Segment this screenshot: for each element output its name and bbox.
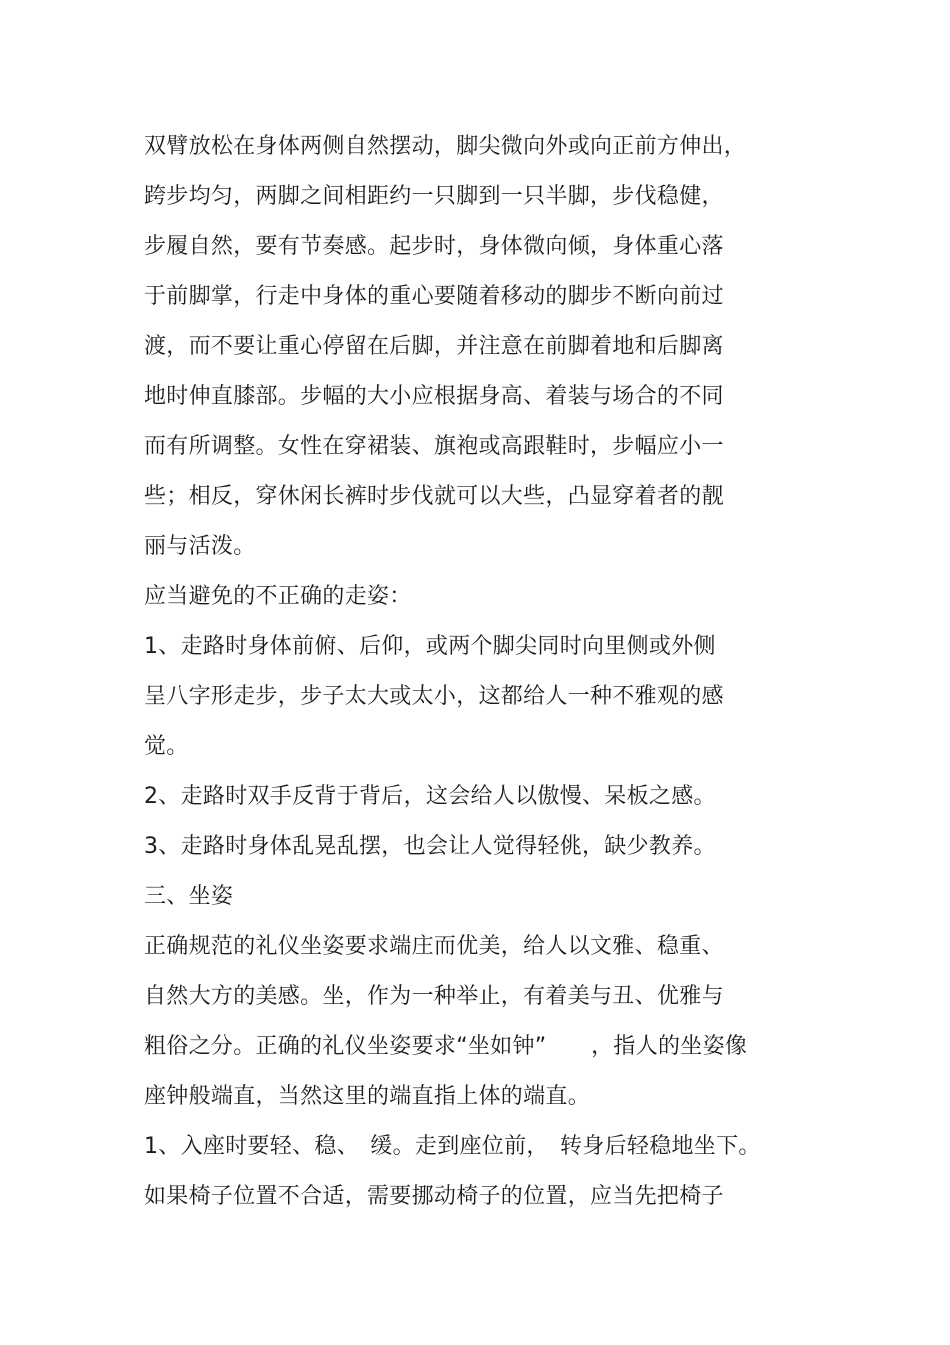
list-item-line: 1、入座时要轻、稳、 缓。走到座位前， 转身后轻稳地坐下。	[144, 1134, 761, 1159]
text-line: 而有所调整。女性在穿裙装、旗袍或高跟鞋时，步幅应小一	[144, 434, 724, 459]
text-line: 丽与活泼。	[144, 534, 256, 559]
text-line: 双臂放松在身体两侧自然摆动，脚尖微向外或向正前方伸出，	[144, 134, 747, 159]
list-item-line: 2、走路时双手反背于背后，这会给人以傲慢、呆板之感。	[144, 784, 716, 809]
text-line: 地时伸直膝部。步幅的大小应根据身高、着装与场合的不同	[144, 384, 724, 409]
text-line: 呈八字形走步，步子太大或太小，这都给人一种不雅观的感	[144, 684, 724, 709]
body-text	[144, 122, 844, 1222]
text-line: 步履自然，要有节奏感。起步时，身体微向倾，身体重心落	[144, 234, 724, 259]
text-line: 座钟般端直，当然这里的端直指上体的端直。	[144, 1084, 591, 1109]
text-line: 渡，而不要让重心停留在后脚，并注意在前脚着地和后脚离	[144, 334, 724, 359]
text-line: 正确规范的礼仪坐姿要求端庄而优美，给人以文雅、稳重、	[144, 934, 724, 959]
text-line: 如果椅子位置不合适，需要挪动椅子的位置，应当先把椅子	[144, 1184, 724, 1209]
text-line: 自然大方的美感。坐，作为一种举止，有着美与丑、优雅与	[144, 984, 724, 1009]
text-line: 粗俗之分。正确的礼仪坐姿要求“坐如钟” ，指人的坐姿像	[144, 1034, 748, 1059]
text-line: 于前脚掌，行走中身体的重心要随着移动的脚步不断向前过	[144, 284, 724, 309]
text-line: 跨步均匀，两脚之间相距约一只脚到一只半脚，步伐稳健，	[144, 184, 724, 209]
list-item-line: 1、走路时身体前俯、后仰，或两个脚尖同时向里侧或外侧	[144, 634, 716, 659]
list-item-line: 3、走路时身体乱晃乱摆，也会让人觉得轻佻，缺少教养。	[144, 834, 716, 859]
text-line: 觉。	[144, 734, 189, 759]
section-intro-line: 应当避免的不正确的走姿：	[144, 584, 412, 609]
text-line: 些；相反，穿休闲长裤时步伐就可以大些，凸显穿着者的靓	[144, 484, 724, 509]
section-heading: 三、坐姿	[144, 884, 234, 909]
